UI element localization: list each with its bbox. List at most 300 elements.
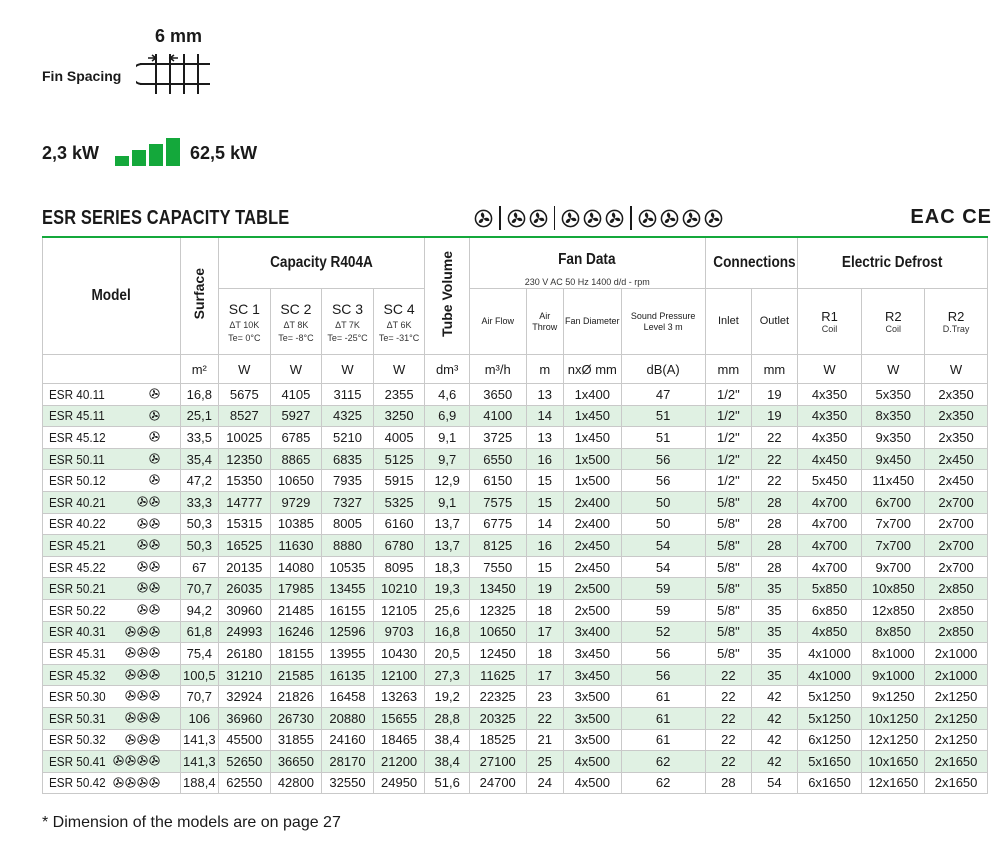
table-cell: 1/2": [705, 427, 752, 449]
table-cell: 11625: [469, 664, 526, 686]
fan-count-icons: [113, 777, 160, 788]
table-cell: 21485: [270, 599, 322, 621]
table-cell: 7935: [322, 470, 374, 492]
table-cell: 61: [621, 686, 705, 708]
table-cell: 5/8": [705, 643, 752, 665]
table-cell: 17: [526, 621, 563, 643]
table-cell: 5125: [373, 448, 425, 470]
certification-marks: EAC CE: [910, 206, 992, 228]
fan-icon: [137, 539, 148, 550]
table-cell: 19: [752, 405, 798, 427]
table-cell: 52: [621, 621, 705, 643]
table-cell: 10650: [270, 470, 322, 492]
model-name: ESR 45.11: [49, 408, 105, 424]
table-cell: 8x350: [862, 405, 925, 427]
table-cell: 7575: [469, 491, 526, 513]
fan-count-icons: [137, 582, 160, 593]
table-cell: 52650: [219, 751, 271, 773]
model-cell: [43, 643, 181, 665]
fan-icon: [137, 496, 148, 507]
table-cell: 2x350: [925, 405, 988, 427]
table-cell: 16,8: [180, 384, 218, 406]
table-cell: 1/2": [705, 470, 752, 492]
table-cell: 2x400: [563, 513, 621, 535]
table-cell: 18525: [469, 729, 526, 751]
table-cell: 16: [526, 448, 563, 470]
capacity-bar: [149, 144, 163, 166]
table-cell: 106: [180, 707, 218, 729]
table-cell: 42: [752, 686, 798, 708]
fin-spacing-label: Fin Spacing: [42, 68, 122, 84]
table-cell: 35,4: [180, 448, 218, 470]
table-cell: 8527: [219, 405, 271, 427]
table-cell: 6835: [322, 448, 374, 470]
unit-cell: nxØ mm: [563, 355, 621, 384]
fan-group: [632, 209, 729, 228]
table-cell: 10210: [373, 578, 425, 600]
table-row: [43, 686, 988, 708]
table-cell: 5/8": [705, 535, 752, 557]
table-cell: 141,3: [180, 729, 218, 751]
col-connections: Connections: [705, 237, 797, 289]
table-cell: 22: [752, 470, 798, 492]
capacity-bar: [166, 138, 180, 166]
table-cell: 5x1650: [797, 751, 862, 773]
table-row: [43, 535, 988, 557]
col-tube-volume: Tube Volume: [425, 237, 470, 355]
unit-cell: dB(A): [621, 355, 705, 384]
fan-icon: [149, 582, 160, 593]
col-r1: R1 Coil: [797, 289, 862, 355]
fan-icon: [149, 755, 160, 766]
fan-icon: [149, 474, 160, 485]
table-cell: 3x450: [563, 643, 621, 665]
table-cell: 51,6: [425, 772, 470, 794]
table-cell: 3115: [322, 384, 374, 406]
table-cell: 18: [526, 643, 563, 665]
fan-count-icons: [149, 474, 160, 485]
table-cell: 50: [621, 513, 705, 535]
table-cell: 35: [752, 643, 798, 665]
table-cell: 22: [705, 686, 752, 708]
table-cell: 16525: [219, 535, 271, 557]
model-name: ESR 50.22: [49, 602, 106, 618]
fan-icon: [660, 209, 679, 228]
table-cell: 13450: [469, 578, 526, 600]
table-cell: 7x700: [862, 535, 925, 557]
table-cell: 2x1000: [925, 643, 988, 665]
table-cell: 2x350: [925, 427, 988, 449]
model-cell: [43, 664, 181, 686]
table-cell: 9x1250: [862, 686, 925, 708]
table-cell: 2x1650: [925, 751, 988, 773]
table-cell: 13,7: [425, 535, 470, 557]
unit-cell: W: [862, 355, 925, 384]
table-cell: 15: [526, 470, 563, 492]
table-cell: 2x1250: [925, 686, 988, 708]
table-cell: 10x850: [862, 578, 925, 600]
table-cell: 12350: [219, 448, 271, 470]
table-cell: 6550: [469, 448, 526, 470]
fan-icon: [474, 209, 493, 228]
table-cell: 141,3: [180, 751, 218, 773]
fan-icon: [137, 626, 148, 637]
table-cell: 20135: [219, 556, 271, 578]
col-sc4: SC 4 ΔT 6K Te= -31°C: [373, 289, 425, 355]
table-cell: 100,5: [180, 664, 218, 686]
table-cell: 6x700: [862, 491, 925, 513]
fan-group: [555, 209, 630, 228]
unit-cell: mm: [752, 355, 798, 384]
table-cell: 16246: [270, 621, 322, 643]
model-cell: [43, 384, 181, 406]
table-cell: 61: [621, 707, 705, 729]
table-cell: 4x1000: [797, 664, 862, 686]
table-row: [43, 751, 988, 773]
unit-cell: mm: [705, 355, 752, 384]
fan-icon: [149, 453, 160, 464]
col-fan-diameter: Fan Diameter: [563, 289, 621, 355]
table-cell: 30960: [219, 599, 271, 621]
table-cell: 10x1650: [862, 751, 925, 773]
table-cell: 1x500: [563, 448, 621, 470]
table-cell: 9x700: [862, 556, 925, 578]
table-cell: 1x450: [563, 427, 621, 449]
table-cell: 16: [526, 535, 563, 557]
table-cell: 2x700: [925, 556, 988, 578]
table-cell: 2x850: [925, 621, 988, 643]
unit-cell: W: [270, 355, 322, 384]
table-cell: 10x1250: [862, 707, 925, 729]
table-cell: 6785: [270, 427, 322, 449]
table-cell: 4x350: [797, 405, 862, 427]
fan-count-icons: [149, 410, 160, 421]
table-cell: 18155: [270, 643, 322, 665]
fan-icon: [529, 209, 548, 228]
unit-cell: W: [322, 355, 374, 384]
table-cell: 12105: [373, 599, 425, 621]
table-cell: 2x450: [563, 535, 621, 557]
fan-icon: [137, 690, 148, 701]
fan-icon: [125, 777, 136, 788]
table-cell: 1x500: [563, 470, 621, 492]
table-cell: 19,2: [425, 686, 470, 708]
table-cell: 5927: [270, 405, 322, 427]
table-row: [43, 772, 988, 794]
model-cell: [43, 448, 181, 470]
table-cell: 15: [526, 491, 563, 513]
table-cell: 28: [705, 772, 752, 794]
fan-icon: [149, 539, 160, 550]
table-cell: 10535: [322, 556, 374, 578]
table-cell: 188,4: [180, 772, 218, 794]
model-cell: [43, 513, 181, 535]
table-row: [43, 384, 988, 406]
table-cell: 62550: [219, 772, 271, 794]
table-row: [43, 664, 988, 686]
table-cell: 1x400: [563, 384, 621, 406]
table-cell: 70,7: [180, 686, 218, 708]
fan-count-icons: [125, 669, 160, 680]
table-cell: 4005: [373, 427, 425, 449]
col-capacity: Capacity R404A: [219, 237, 425, 289]
table-cell: 31855: [270, 729, 322, 751]
table-cell: 24993: [219, 621, 271, 643]
table-cell: 5x450: [797, 470, 862, 492]
model-name: ESR 50.32: [49, 732, 106, 748]
model-cell: [43, 556, 181, 578]
unit-cell: W: [373, 355, 425, 384]
table-cell: 9,7: [425, 448, 470, 470]
table-cell: 51: [621, 405, 705, 427]
table-cell: 59: [621, 599, 705, 621]
fan-icon: [149, 712, 160, 723]
col-sc1: SC 1 ΔT 10K Te= 0°C: [219, 289, 271, 355]
col-air-throw: Air Throw: [526, 289, 563, 355]
fan-icon: [137, 604, 148, 615]
model-cell: [43, 772, 181, 794]
fan-icon: [149, 690, 160, 701]
table-row: [43, 599, 988, 621]
fan-icon: [605, 209, 624, 228]
fan-icon: [507, 209, 526, 228]
fan-icon: [149, 496, 160, 507]
table-cell: 20325: [469, 707, 526, 729]
model-name: ESR 40.22: [49, 516, 106, 532]
table-cell: 6150: [469, 470, 526, 492]
table-cell: 21200: [373, 751, 425, 773]
table-row: [43, 643, 988, 665]
fan-count-icons: [125, 626, 160, 637]
fan-count-icons: [137, 604, 160, 615]
table-cell: 4x500: [563, 751, 621, 773]
table-row: [43, 405, 988, 427]
table-cell: 42: [752, 707, 798, 729]
capacity-bar: [132, 150, 146, 166]
table-cell: 3x400: [563, 621, 621, 643]
table-cell: 1/2": [705, 448, 752, 470]
unit-cell: dm³: [425, 355, 470, 384]
table-cell: 6x850: [797, 599, 862, 621]
table-cell: 5/8": [705, 621, 752, 643]
table-cell: 38,4: [425, 751, 470, 773]
table-cell: 45500: [219, 729, 271, 751]
fan-icon: [149, 777, 160, 788]
table-row: [43, 556, 988, 578]
table-cell: 67: [180, 556, 218, 578]
table-cell: 28: [752, 556, 798, 578]
table-cell: 9x350: [862, 427, 925, 449]
fan-group: [501, 209, 554, 228]
fan-count-icons: [137, 561, 160, 572]
table-cell: 5/8": [705, 491, 752, 513]
table-cell: 26180: [219, 643, 271, 665]
table-cell: 2x700: [925, 535, 988, 557]
table-cell: 8125: [469, 535, 526, 557]
table-cell: 25: [526, 751, 563, 773]
table-cell: 54: [752, 772, 798, 794]
table-cell: 1/2": [705, 405, 752, 427]
table-cell: 47,2: [180, 470, 218, 492]
fan-icon: [137, 734, 148, 745]
table-cell: 13455: [322, 578, 374, 600]
table-cell: 18465: [373, 729, 425, 751]
table-cell: 3x450: [563, 664, 621, 686]
fan-icon: [125, 690, 136, 701]
table-cell: 4x700: [797, 513, 862, 535]
table-cell: 16458: [322, 686, 374, 708]
table-cell: 22: [705, 664, 752, 686]
table-cell: 6,9: [425, 405, 470, 427]
table-cell: 2x850: [925, 578, 988, 600]
table-cell: 10025: [219, 427, 271, 449]
fan-icon: [638, 209, 657, 228]
table-cell: 1/2": [705, 384, 752, 406]
table-cell: 5915: [373, 470, 425, 492]
table-cell: 56: [621, 448, 705, 470]
fan-icon: [137, 582, 148, 593]
table-cell: 35: [752, 621, 798, 643]
table-cell: 17: [526, 664, 563, 686]
table-cell: 56: [621, 664, 705, 686]
table-cell: 22: [705, 707, 752, 729]
model-cell: [43, 491, 181, 513]
table-cell: 2x700: [925, 513, 988, 535]
table-cell: 3x500: [563, 686, 621, 708]
table-cell: 8x1000: [862, 643, 925, 665]
table-cell: 7x700: [862, 513, 925, 535]
table-cell: 22325: [469, 686, 526, 708]
table-cell: 22: [526, 707, 563, 729]
table-cell: 3x500: [563, 707, 621, 729]
table-cell: 7327: [322, 491, 374, 513]
table-cell: 14: [526, 405, 563, 427]
fin-spacing-icon: [136, 52, 216, 96]
table-cell: 16135: [322, 664, 374, 686]
model-cell: [43, 599, 181, 621]
table-row: [43, 513, 988, 535]
table-cell: 50: [621, 491, 705, 513]
table-cell: 4,6: [425, 384, 470, 406]
table-cell: 13955: [322, 643, 374, 665]
capacity-range: [42, 132, 257, 166]
fan-icon: [137, 755, 148, 766]
table-cell: 8880: [322, 535, 374, 557]
fan-icon: [583, 209, 602, 228]
model-name: ESR 45.21: [49, 537, 106, 553]
table-cell: 2x850: [925, 599, 988, 621]
table-cell: 5675: [219, 384, 271, 406]
table-cell: 9729: [270, 491, 322, 513]
table-cell: 10385: [270, 513, 322, 535]
capacity-min: 2,3 kW: [42, 143, 100, 163]
fan-icon: [704, 209, 723, 228]
table-cell: 8x850: [862, 621, 925, 643]
fan-icon: [149, 388, 160, 399]
col-r2-tray: R2 D.Tray: [925, 289, 988, 355]
table-cell: 4x700: [797, 491, 862, 513]
table-cell: 13: [526, 427, 563, 449]
model-cell: [43, 535, 181, 557]
table-cell: 24700: [469, 772, 526, 794]
table-cell: 62: [621, 772, 705, 794]
table-row: [43, 448, 988, 470]
table-cell: 32550: [322, 772, 374, 794]
model-cell: [43, 470, 181, 492]
model-name: ESR 40.21: [49, 494, 106, 510]
model-cell: [43, 729, 181, 751]
fan-count-legend: [468, 206, 729, 230]
unit-cell: W: [797, 355, 862, 384]
table-cell: 22: [705, 729, 752, 751]
model-name: ESR 45.22: [49, 559, 106, 575]
table-cell: 26730: [270, 707, 322, 729]
footnote: * Dimension of the models are on page 27: [42, 814, 341, 831]
table-cell: 12x1250: [862, 729, 925, 751]
table-cell: 4x350: [797, 384, 862, 406]
table-cell: 15350: [219, 470, 271, 492]
table-row: [43, 707, 988, 729]
table-cell: 13263: [373, 686, 425, 708]
table-cell: 2x1650: [925, 772, 988, 794]
table-cell: 4x450: [797, 448, 862, 470]
model-name: ESR 50.41: [49, 753, 106, 769]
table-cell: 27100: [469, 751, 526, 773]
col-electric-defrost: Electric Defrost: [797, 237, 987, 289]
table-cell: 22: [705, 751, 752, 773]
table-cell: 13,7: [425, 513, 470, 535]
table-cell: 32924: [219, 686, 271, 708]
table-cell: 21826: [270, 686, 322, 708]
table-cell: 33,3: [180, 491, 218, 513]
capacity-bar: [115, 156, 129, 166]
model-name: ESR 50.12: [49, 473, 106, 489]
table-cell: 5/8": [705, 513, 752, 535]
col-outlet: Outlet: [752, 289, 798, 355]
fan-count-icons: [137, 496, 160, 507]
fan-icon: [137, 561, 148, 572]
unit-cell: W: [925, 355, 988, 384]
table-cell: 18,3: [425, 556, 470, 578]
fan-count-icons: [149, 388, 160, 399]
table-row: [43, 578, 988, 600]
table-cell: 61,8: [180, 621, 218, 643]
unit-cell: m³/h: [469, 355, 526, 384]
table-cell: 28170: [322, 751, 374, 773]
fan-group: [468, 209, 499, 228]
model-cell: [43, 621, 181, 643]
table-cell: 15315: [219, 513, 271, 535]
table-cell: 59: [621, 578, 705, 600]
table-cell: 35: [752, 664, 798, 686]
table-cell: 5x850: [797, 578, 862, 600]
table-cell: 14080: [270, 556, 322, 578]
table-cell: 10650: [469, 621, 526, 643]
table-cell: 56: [621, 470, 705, 492]
table-cell: 3650: [469, 384, 526, 406]
table-title: ESR SERIES CAPACITY TABLE: [42, 207, 290, 229]
table-cell: 31210: [219, 664, 271, 686]
fan-icon: [125, 712, 136, 723]
table-cell: 19,3: [425, 578, 470, 600]
fan-icon: [149, 561, 160, 572]
fan-icon: [137, 647, 148, 658]
table-cell: 35: [752, 599, 798, 621]
table-cell: 8005: [322, 513, 374, 535]
table-cell: 36650: [270, 751, 322, 773]
table-cell: 25,1: [180, 405, 218, 427]
table-cell: 20880: [322, 707, 374, 729]
